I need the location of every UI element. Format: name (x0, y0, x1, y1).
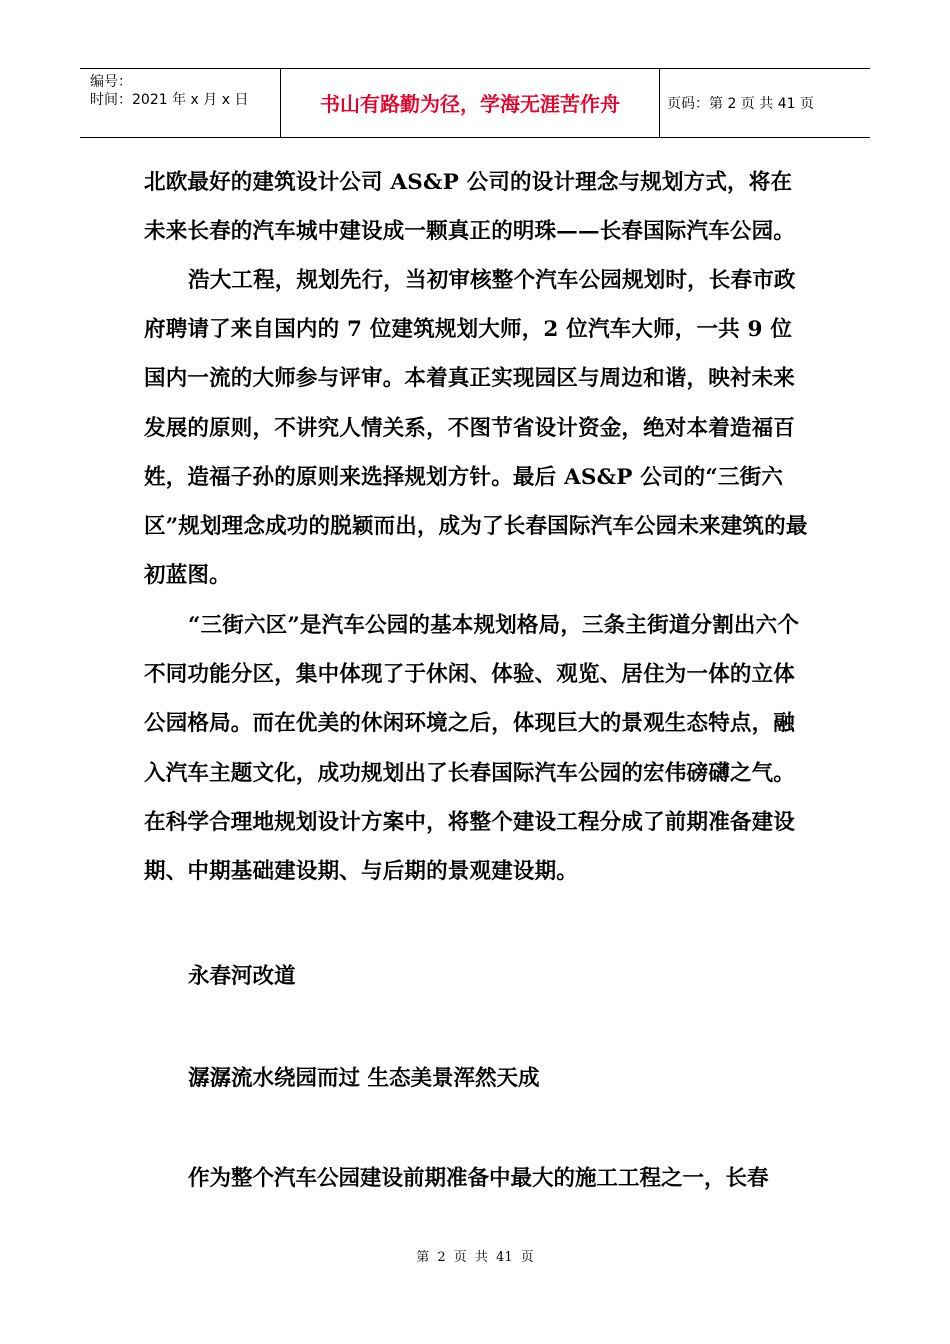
section-title: 永春河改道 (188, 964, 296, 989)
document-header (80, 68, 870, 138)
paragraph-1: 北欧最好的建筑设计公司 AS&P 公司的设计理念与规划方式，将在未来长春的汽车城中建设成一颗真正的明珠——长春国际汽车公园。 (144, 170, 796, 245)
header-middle-cell (280, 69, 660, 137)
paragraph-3: “三街六区”是汽车公园的基本规划格局，三条主街道分割出六个不同功能分区，集中体现了于休闲、体验、观览、居住为一体的立体公园格局。而在优美的休闲环境之后，体现巨大的景观生态特点，融入汽车主题文化，成功规划出了长春国际汽车公园的宏伟磅礴之气。在科学合理地规划设计方案中，将整个建设工程分成了前期准备建设期、中期基础建设期、与后期的景观建设期。 (144, 613, 800, 885)
page-footer: 第 2 页 共 41 页 (416, 1250, 534, 1265)
serial-number-label: 编号： (90, 74, 132, 90)
paragraph-4-first-line: 作为整个汽车公园建设前期准备中最大的施工工程之一，长春 (188, 1166, 769, 1191)
header-right-cell (659, 69, 870, 137)
paragraph-2: 浩大工程，规划先行，当初审核整个汽车公园规划时，长春市政府聘请了来自国内的 7 位建筑规划大师，2 位汽车大师，一共 9 位国内一流的大师参与评审。本着真正实现园区与周边和谐，映衬未来发展的原则，不讲究人情关系，不图节省设计资金，绝对本着造福百姓，造福子孙的原则来选择规划方针。最后 AS&P 公司的“三街六区”规划理念成功的脱颖而出，成为了长春国际汽车公园未来建筑的最初蓝图。 (144, 268, 808, 589)
header-motto: 书山有路勤为径，学海无涯苦作舟 (320, 92, 620, 116)
date-label: 时间：2021 年 x 月 x 日 (90, 92, 249, 108)
section-subtitle: 潺潺流水绕园而过 生态美景浑然天成 (188, 1066, 540, 1091)
header-page-info: 页码：第 2 页 共 41 页 (667, 96, 814, 112)
header-left-cell (80, 69, 280, 137)
